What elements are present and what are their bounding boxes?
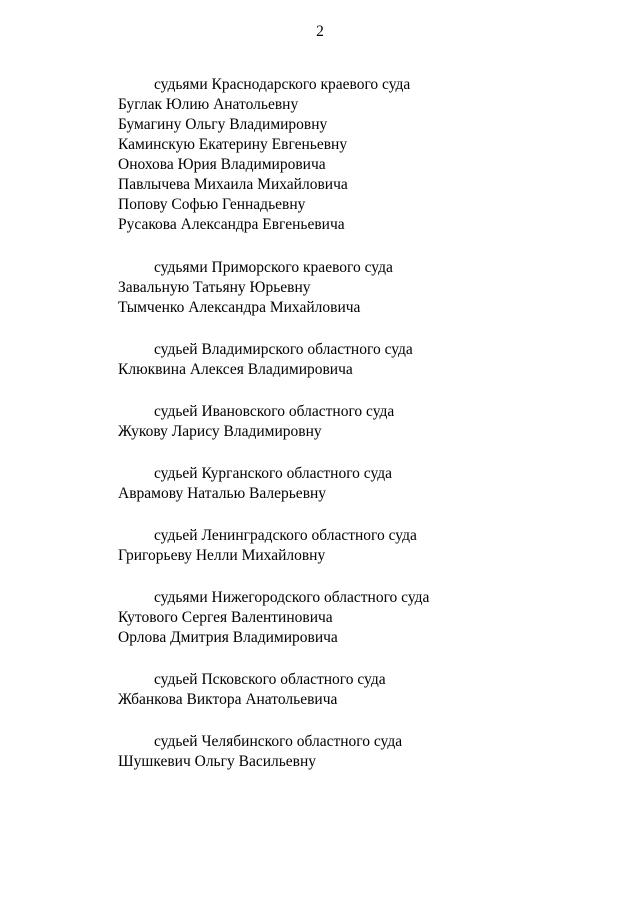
court-heading: судьями Краснодарского краевого суда <box>154 76 411 93</box>
court-heading: судьей Челябинского областного суда <box>154 733 403 750</box>
judge-name: Орлова Дмитрия Владимировича <box>118 629 338 646</box>
court-heading: судьей Владимирского областного суда <box>154 341 413 358</box>
judge-name: Бумагину Ольгу Владимировну <box>118 116 328 133</box>
appointment-list <box>118 75 598 794</box>
judge-name: Клюквина Алексея Владимировича <box>118 361 353 378</box>
court-group <box>118 526 598 566</box>
judge-name: Шушкевич Ольгу Васильевну <box>118 753 317 770</box>
court-heading: судьей Ленинградского областного суда <box>154 527 417 544</box>
judge-name: Онохова Юрия Владимировича <box>118 156 326 173</box>
court-group <box>118 670 598 710</box>
judge-name: Тымченко Александра Михайловича <box>118 299 361 316</box>
judge-name: Каминскую Екатерину Евгеньевну <box>118 136 348 153</box>
court-group <box>118 402 598 442</box>
court-heading: судьей Псковского областного суда <box>154 671 386 688</box>
judge-name: Аврамову Наталью Валерьевну <box>118 485 327 502</box>
judge-name: Кутового Сергея Валентиновича <box>118 609 333 626</box>
court-heading: судьей Ивановского областного суда <box>154 403 395 420</box>
court-group <box>118 75 598 235</box>
court-heading: судьями Нижегородского областного суда <box>154 589 430 606</box>
judge-name: Русакова Александра Евгеньевича <box>118 216 345 233</box>
court-group <box>118 732 598 772</box>
court-group <box>118 588 598 648</box>
court-group <box>118 340 598 380</box>
page-number: 2 <box>316 23 324 40</box>
judge-name: Буглак Юлию Анатольевну <box>118 96 299 113</box>
judge-name: Жбанкова Виктора Анатольевича <box>118 691 338 708</box>
court-heading: судьей Курганского областного суда <box>154 465 393 482</box>
court-group <box>118 258 598 318</box>
judge-name: Жукову Ларису Владимировну <box>118 423 322 440</box>
judge-name: Попову Софью Геннадьевну <box>118 196 306 213</box>
judge-name: Завальную Татьяну Юрьевну <box>118 279 311 296</box>
judge-name: Григорьеву Нелли Михайловну <box>118 547 326 564</box>
court-heading: судьями Приморского краевого суда <box>154 259 393 276</box>
court-group <box>118 464 598 504</box>
judge-name: Павлычева Михаила Михайловича <box>118 176 348 193</box>
